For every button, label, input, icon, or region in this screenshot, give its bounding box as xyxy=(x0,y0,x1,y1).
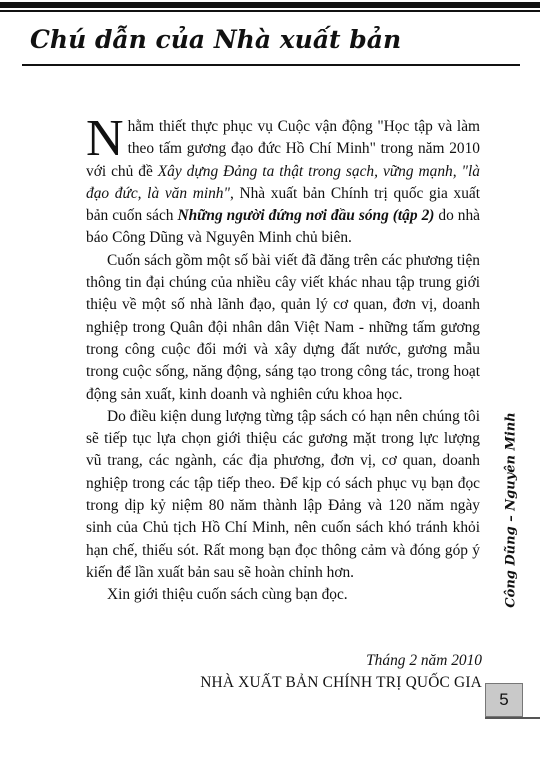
signature-date: Tháng 2 năm 2010 xyxy=(366,652,482,669)
drop-cap: N xyxy=(86,110,124,167)
signature-publisher: NHÀ XUẤT BẢN CHÍNH TRỊ QUỐC GIA xyxy=(200,674,482,691)
header-divider xyxy=(22,64,520,66)
signature-block xyxy=(200,650,482,694)
p1-text-3: do nhà báo Công Dũng và Nguyên Minh chủ biên. xyxy=(86,207,480,247)
p1-text-1: hằm thiết thực phục vụ Cuộc vận động "Học tập và làm theo tấm gương đạo đức Hồ Chí Minh" trong năm 2010 với chủ đề xyxy=(86,118,480,180)
top-border-thin xyxy=(0,10,540,12)
paragraph-1 xyxy=(86,110,480,250)
top-border-thick xyxy=(0,2,540,8)
p1-book-title: Những người đứng nơi đầu sóng (tập 2) xyxy=(177,207,435,225)
paragraph-4: Xin giới thiệu cuốn sách cùng bạn đọc. xyxy=(107,586,348,604)
side-authors: Công Dũng – Nguyên Minh xyxy=(503,412,519,608)
page-number-underline xyxy=(485,717,540,719)
body-text xyxy=(86,110,480,607)
paragraph-3: Do điều kiện dung lượng từng tập sách có hạn nên chúng tôi sẽ tiếp tục lựa chọn giới thiệu các gương mặt trong lực lượng vũ trang, các ngành, các địa phương, đơn vị, cơ quan, doanh nghiệp trong các tập tiếp theo. Để kịp có sách phục vụ bạn đọc trong dịp kỷ niệm 80 năm thành lập Đảng và 120 năm ngày sinh của Chủ tịch Hồ Chí Minh, nên cuốn sách khó tránh khỏi hạn chế, thiếu sót. Rất mong bạn đọc thông cảm và đóng góp ý kiến để lần xuất bản sau sẽ hoàn chỉnh hơn. xyxy=(86,407,480,581)
page-title: Chú dẫn của Nhà xuất bản xyxy=(30,25,402,54)
paragraph-2: Cuốn sách gồm một số bài viết đã đăng trên các phương tiện thông tin đại chúng của nhiều cây viết khác nhau tập trung giới thiệu về một số nhà lãnh đạo, quản lý cơ quan, đơn vị, doanh nghiệp trong Quân đội nhân dân Việt Nam - những tấm gương trong công cuộc đổi mới và xây dựng đất nước, gương mẫu trong cuộc sống, năng động, sáng tạo trong công tác, trong hoạt động sản xuất, kinh doanh và nghiên cứu khoa học. xyxy=(86,251,480,403)
p1-theme-italic: Xây dựng Đảng ta thật trong sạch, vững mạnh, "là đạo đức, là văn minh" xyxy=(86,162,480,202)
page-number: 5 xyxy=(485,683,523,717)
p1-text-2: , Nhà xuất bản Chính trị quốc gia xuất bản cuốn sách xyxy=(86,184,480,225)
